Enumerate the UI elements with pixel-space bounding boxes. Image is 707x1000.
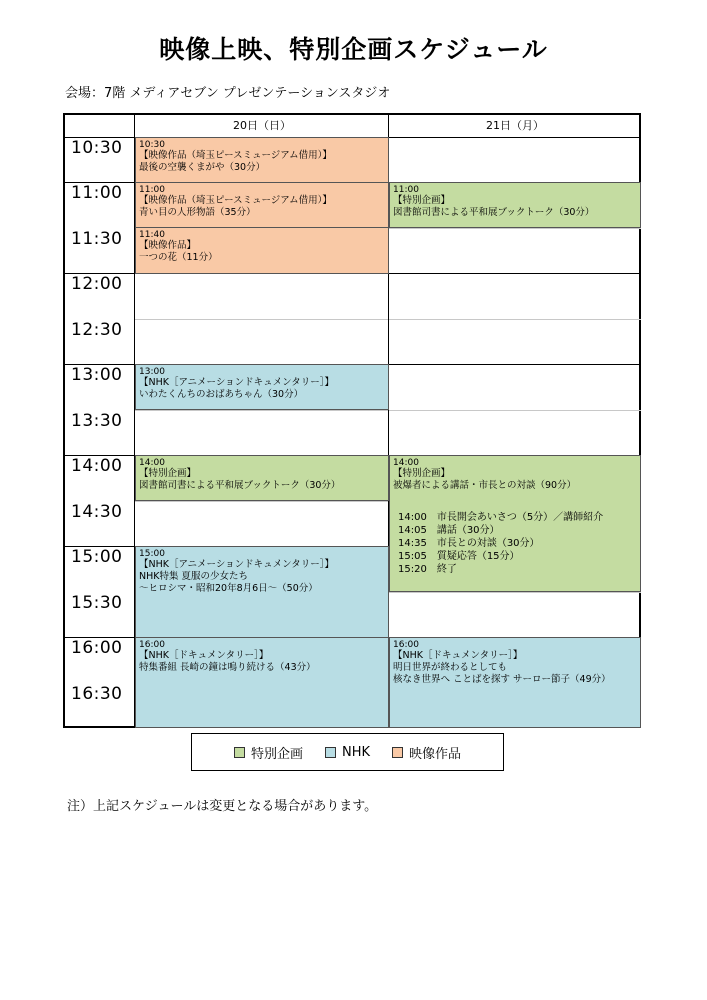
legend <box>191 733 504 771</box>
legend-label: 映像作品 <box>409 746 462 762</box>
time-label: 15:00 <box>71 547 123 567</box>
event-text: 【特別企画】 <box>393 468 451 479</box>
page-title: 映像上映、特別企画スケジュール <box>159 35 548 64</box>
time-label: 15:30 <box>71 593 123 613</box>
nhk-swatch-icon <box>325 747 336 758</box>
event-text: 【映像作品（埼玉ピースミュージアム借用）】 <box>139 150 332 161</box>
event-text: 特集番組 長崎の鐘は鳴り続ける（43分） <box>139 662 316 673</box>
schedule-table <box>63 113 641 728</box>
event-text: 核なき世界へ ことばを探す サーロー節子（49分） <box>393 674 611 685</box>
special-swatch-icon <box>234 747 245 758</box>
event-text: 被爆者による講話・市長との対談（90分） <box>393 480 577 491</box>
venue-text: 会場：7階 メディアセブン プレゼンテーションスタジオ <box>65 86 391 101</box>
event-text: 図書館司書による平和展ブックトーク（30分） <box>139 480 341 491</box>
time-label: 16:30 <box>71 684 123 704</box>
legend-label: NHK <box>341 744 371 760</box>
event-time: 14:00 <box>139 458 165 468</box>
legend-item-film <box>392 743 461 762</box>
footnote: 注）上記スケジュールは変更となる場合があります。 <box>67 799 378 814</box>
event-block <box>135 137 389 183</box>
event-time: 10:30 <box>139 140 165 150</box>
day1-header: 20日（日） <box>135 115 389 138</box>
event-text: 一つの花（11分） <box>139 252 218 263</box>
time-label: 12:00 <box>71 274 123 294</box>
legend-item-special <box>234 743 303 762</box>
event-block <box>135 182 389 228</box>
event-time: 14:00 <box>393 458 419 468</box>
time-label: 10:30 <box>71 138 123 158</box>
event-text: 【映像作品（埼玉ピースミュージアム借用）】 <box>139 195 332 206</box>
event-block <box>389 182 641 228</box>
event-time: 13:00 <box>139 367 165 377</box>
event-time: 11:00 <box>393 185 419 195</box>
event-text: 【NHK［アニメーションドキュメンタリー］】 <box>139 377 334 388</box>
event-time: 15:00 <box>139 549 165 559</box>
event-time: 16:00 <box>139 640 165 650</box>
event-block <box>135 227 389 274</box>
time-label: 16:00 <box>71 638 123 658</box>
program-item: 14:35 市長との対談（30分） <box>398 538 540 549</box>
event-time: 11:40 <box>139 230 165 240</box>
event-text: 最後の空襲くまがや（30分） <box>139 162 266 173</box>
program-details <box>398 511 603 576</box>
time-label: 11:00 <box>71 183 123 203</box>
program-item: 14:05 講話（30分） <box>398 525 500 536</box>
program-item: 14:00 市長開会あいさつ（5分）／講師紹介 <box>398 512 604 523</box>
time-label: 13:00 <box>71 365 123 385</box>
program-item: 15:20 終了 <box>398 564 457 575</box>
program-item: 15:05 質疑応答（15分） <box>398 551 520 562</box>
event-block <box>135 364 389 410</box>
event-text: 明日世界が終わるとしても <box>393 662 508 673</box>
event-text: 【特別企画】 <box>139 468 197 479</box>
event-text: 【映像作品】 <box>139 240 197 251</box>
event-text: 〜ヒロシマ・昭和20年8月6日〜（50分） <box>139 583 318 594</box>
event-text: 【特別企画】 <box>393 195 451 206</box>
time-label: 12:30 <box>71 320 123 340</box>
event-block <box>389 637 641 728</box>
time-label: 13:30 <box>71 411 123 431</box>
event-text: 【NHK［ドキュメンタリー］】 <box>393 650 523 661</box>
event-block <box>135 546 389 638</box>
legend-label: 特別企画 <box>250 746 303 762</box>
event-text: 【NHK［ドキュメンタリー］】 <box>139 650 269 661</box>
day2-header: 21日（月） <box>389 115 641 138</box>
event-block <box>389 455 641 592</box>
time-label: 14:00 <box>71 456 123 476</box>
event-text: 青い目の人形物語（35分） <box>139 207 256 218</box>
film-swatch-icon <box>392 747 403 758</box>
event-time: 11:00 <box>139 185 165 195</box>
event-text: NHK特集 夏服の少女たち <box>139 571 248 582</box>
event-block <box>135 637 389 728</box>
event-text: いわたくんちのおばあちゃん（30分） <box>139 389 304 400</box>
event-text: 図書館司書による平和展ブックトーク（30分） <box>393 207 595 218</box>
event-time: 16:00 <box>393 640 419 650</box>
time-label: 14:30 <box>71 502 123 522</box>
time-label: 11:30 <box>71 229 123 249</box>
legend-item-nhk <box>325 745 370 760</box>
event-block <box>135 455 389 501</box>
event-text: 【NHK［アニメーションドキュメンタリー］】 <box>139 559 334 570</box>
